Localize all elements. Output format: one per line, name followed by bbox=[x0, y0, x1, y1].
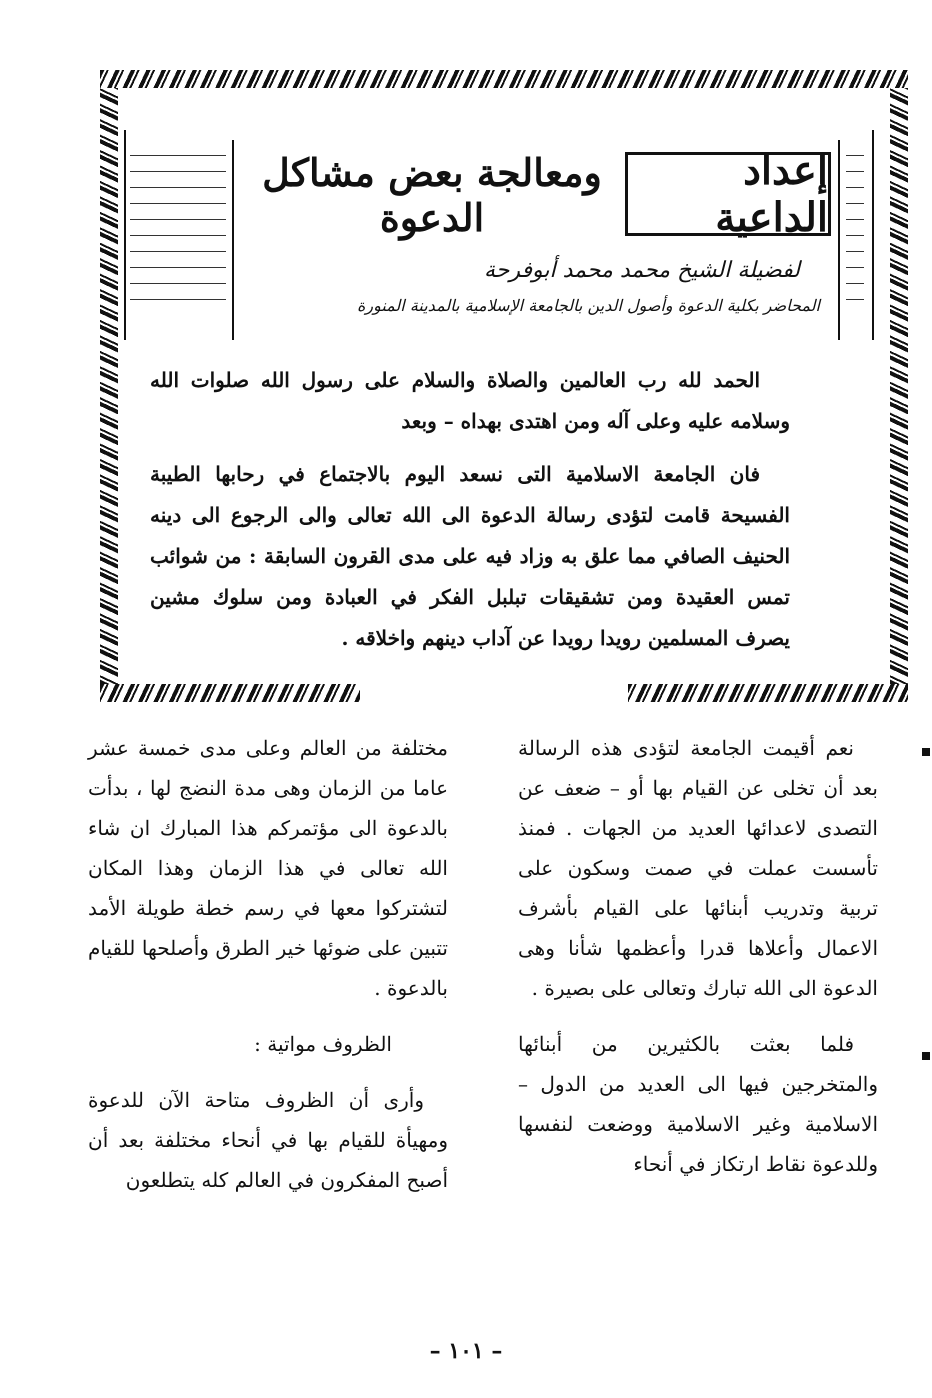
header-divider-right bbox=[838, 140, 840, 340]
left-column-paragraph-2: وأرى أن الظروف متاحة الآن للدعوة ومهيأة للقيام بها في أنحاء مختلفة بعد أن أصبح المفكرون في العالم كله يتطلعون bbox=[88, 1088, 448, 1192]
intro-section bbox=[150, 360, 790, 671]
author-affiliation: المحاضر بكلية الدعوة وأصول الدين بالجامعة الإسلامية بالمدينة المنورة bbox=[356, 296, 820, 315]
intro-paragraph-2: فان الجامعة الاسلامية التى نسعد اليوم بالاجتماع في رحابها الطيبة الفسيحة قامت لتؤدى رسالة الدعوة الى الله تعالى والى الرجوع الى دينه الحنيف الصافي مما علق به وزاد فيه على مدى القرون السابقة : من شوائب تمس العقيدة ومن تشقيقات تبلبل الفكر في العبادة ومن سلوك مشين يصرف المسلمين رويدا رويدا عن آداب دينهم واخلاقه . bbox=[150, 462, 791, 650]
article-title-boxed: إعداد الداعية bbox=[625, 152, 831, 236]
frame-right-border bbox=[890, 88, 908, 684]
frame-left-border bbox=[100, 88, 118, 684]
ruled-lines-right bbox=[846, 155, 864, 315]
section-subheading: الظروف مواتية : bbox=[254, 1032, 392, 1056]
margin-mark-top bbox=[922, 748, 930, 756]
right-column-paragraph-2: فلما بعثت بالكثيرين من أبنائها والمتخرجين فيها الى العديد من الدول – الاسلامية وغير الاسلامية ووضعت لنفسها وللدعوة نقاط ارتكاز في أنحاء bbox=[518, 1032, 878, 1176]
header-divider-left bbox=[232, 140, 234, 340]
margin-mark-bottom bbox=[922, 1052, 930, 1060]
right-column bbox=[518, 728, 878, 1200]
ruled-lines-left bbox=[130, 155, 226, 315]
frame-bottom-left-border bbox=[100, 684, 360, 702]
right-column-paragraph-1: نعم أقيمت الجامعة لتؤدى هذه الرسالة بعد أن تخلى عن القيام بها أو – ضعف عن التصدى لاعدائها العديد من الجهات . فمنذ تأسست عملت في صمت وسكون على تربية وتدريب أبنائها على القيام بأشرف الاعمال وأعلاها قدرا وأعظمها شأنا وهى الدعوة الى الله تبارك وتعالى على بصيرة . bbox=[518, 736, 878, 1000]
left-column-paragraph-1: مختلفة من العالم وعلى مدى خمسة عشر عاما من الزمان وهى مدة النضج لها ، بدأت بالدعوة الى مؤتمركم هذا المبارك ان شاء الله تعالى في هذا الزمان وهذا المكان لتشتركوا معها في رسم خطة طويلة الأمد تتبين على ضوئها خير الطرق وأصلحها للقيام بالدعوة . bbox=[88, 736, 448, 1000]
article-title-rest: ومعالجة بعض مشاكل الدعوة bbox=[262, 150, 602, 240]
left-column bbox=[88, 728, 448, 1216]
article-author: لفضيلة الشيخ محمد محمد أبوفرحة bbox=[483, 258, 800, 283]
frame-top-border bbox=[100, 70, 908, 88]
frame-bottom-right-border bbox=[628, 684, 908, 702]
page-number: – ١٠١ – bbox=[429, 1338, 503, 1364]
intro-paragraph-1: الحمد لله رب العالمين والصلاة والسلام على رسول الله صلوات الله وسلامه عليه وعلى آله ومن اهتدى بهداه – وبعد bbox=[150, 368, 790, 433]
